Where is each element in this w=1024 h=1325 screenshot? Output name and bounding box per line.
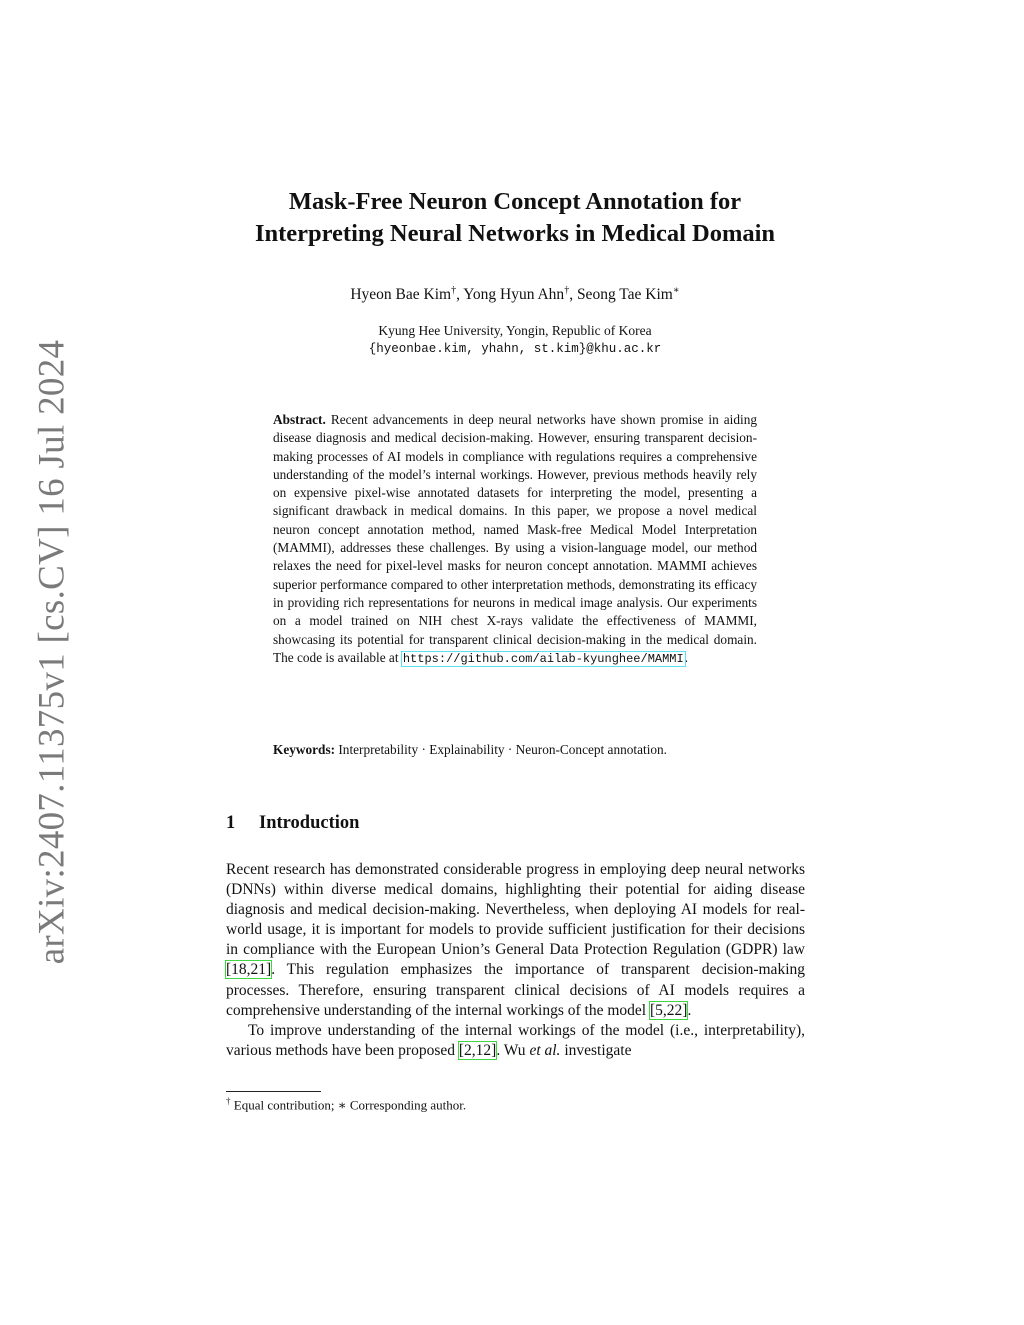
paragraph-text: Recent research has demonstrated considerable progress in employing deep neural networks (DNNs) within diverse medical domains, highlighting their potential for aiding disease diagnosis and medical decision-making. Nevertheless, when deploying AI models for real-world usage, it is important for models to provide sufficient justification for their decisions in compliance with the European Union’s General Data Protection Regulation (GDPR) law [226, 861, 805, 959]
paragraph-text: . This regulation emphasizes the importance of transparent decision-making processes. Therefore, ensuring transparent clinical decisions of AI models requires a comprehensive understanding of the internal workings of the model [226, 961, 805, 1019]
footnote-text: Corresponding author. [346, 1097, 467, 1113]
abstract-text: Recent advancements in deep neural networks have shown promise in aiding disease diagnosis and medical decision-making. However, ensuring transparent decision-making processes of AI models in compliance with regulations requires a comprehensive understanding of the model’s internal workings. However, previous methods heavily rely on expensive pixel-wise annotated datasets for interpreting the model, presenting a significant drawback in medical domains. In this paper, we propose a novel medical neuron concept annotation method, named Mask-free Medical Model Interpretation (MAMMI), addresses these challenges. By using a vision-language model, our method relaxes the need for pixel-level masks for neuron concept annotation. MAMMI achieves superior performance compared to other interpretation methods, demonstrating its efficacy in providing rich representations for neurons in medical image analysis. Our experiments on a model trained on NIH chest X-rays validate the effectiveness of MAMMI, showcasing its potential for transparent clinical decision-making in the medical domain. The code is available at [273, 412, 757, 665]
paragraph [226, 860, 805, 1021]
citation-link[interactable]: [2,12] [458, 1041, 497, 1059]
paper-title [180, 186, 850, 250]
keywords [273, 741, 757, 759]
keywords-label: Keywords: [273, 742, 336, 757]
author-emails: {hyeonbae.kim, yhahn, st.kim}@khu.ac.kr [368, 342, 662, 356]
title-line-2: Interpreting Neural Networks in Medical Domain [254, 220, 776, 247]
author-name: Seong Tae Kim [576, 286, 673, 304]
section-title: Introduction [259, 813, 360, 833]
emphasis-text: et al. [529, 1041, 561, 1059]
citation-link[interactable]: [18,21] [226, 961, 272, 979]
paragraph-text: To improve understanding of the internal workings of the model (i.e., interpretability), various methods have been proposed [226, 1021, 805, 1059]
paragraph-text: . Wu [496, 1041, 530, 1059]
footnote-mark: † [226, 1096, 231, 1106]
arxiv-identifier-stamp: arXiv:2407.11375v1 [cs.CV] 16 Jul 2024 [31, 339, 73, 965]
author-name: Yong Hyun Ahn [463, 286, 565, 304]
paragraph-text: . [687, 1001, 692, 1019]
footnote-rule [226, 1091, 321, 1092]
author-mark: † [451, 285, 457, 296]
abstract-end: . [684, 649, 689, 665]
footnote [226, 1096, 466, 1113]
title-line-1: Mask-Free Neuron Concept Annotation for [288, 188, 742, 215]
code-repository-link[interactable]: https://github.com/ailab-kyunghee/MAMMI [402, 651, 684, 666]
section-heading [226, 813, 359, 834]
abstract [273, 411, 757, 668]
author-mark: ∗ [672, 285, 680, 296]
author-name: Hyeon Bae Kim [350, 286, 452, 304]
footnote-mark: ∗ [337, 1097, 347, 1113]
paragraph [226, 1021, 805, 1061]
affiliation-block [180, 321, 850, 359]
author-list: Hyeon Bae Kim†, Yong Hyun Ahn†, Seong Tae Kim∗ [350, 285, 680, 304]
citation-link[interactable]: [5,22] [650, 1001, 688, 1019]
abstract-label: Abstract. [273, 412, 326, 427]
author-mark: † [564, 285, 570, 296]
keywords-text: Interpretability · Explainability · Neuron-Concept annotation. [338, 742, 668, 757]
paragraph-text: investigate [560, 1041, 632, 1059]
affiliation: Kyung Hee University, Yongin, Republic of Korea [378, 323, 652, 338]
section-number: 1 [226, 813, 236, 833]
footnote-text: Equal contribution; [230, 1097, 338, 1113]
introduction-body [226, 860, 805, 1061]
